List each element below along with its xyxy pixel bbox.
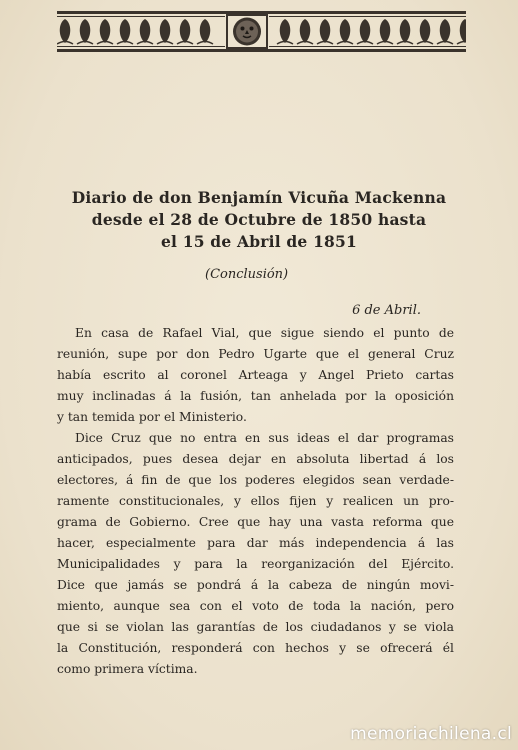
entry-date: 6 de Abril. — [352, 303, 421, 318]
text-line: que si se violan las garantías de los ciudadanos y se viola — [57, 620, 454, 634]
ornament-graphic — [57, 10, 466, 54]
text-line: muy inclinadas á la fusión, tan anhelada por la oposición — [57, 389, 454, 403]
palmette-ornament — [120, 19, 131, 43]
title-line-1: Diario de don Benjamín Vicuña Mackenna — [71, 188, 447, 207]
palmette-ornament — [300, 19, 311, 43]
palmette-ornament — [400, 19, 411, 43]
watermark-logo: memoriachilena.cl — [350, 724, 512, 744]
palmette-scroll — [457, 42, 466, 45]
palmette-ornament — [320, 19, 331, 43]
title-line-2: desde el 28 de Octubre de 1850 hasta — [91, 210, 427, 229]
text-line: ramente constitucionales, y ellos fijen y realicen un pro- — [57, 494, 454, 508]
palmette-ornament — [80, 19, 91, 43]
paragraph-1 — [57, 323, 454, 428]
palmette-ornament — [420, 19, 431, 43]
palmette-ornament — [280, 19, 291, 43]
palmette-ornament — [340, 19, 351, 43]
text-line: reunión, supe por don Pedro Ugarte que el general Cruz — [57, 347, 454, 361]
text-line: Dice Cruz que no entra en sus ideas el dar programas — [75, 431, 454, 445]
palmette-ornament — [180, 19, 191, 43]
palmette-ornament — [460, 19, 466, 43]
palmette-ornament — [380, 19, 391, 43]
palmette-ornament — [140, 19, 151, 43]
palmette-ornament — [360, 19, 371, 43]
text-line: Municipalidades y para la reorganización del Ejército. — [57, 557, 454, 571]
title-line-3: el 15 de Abril de 1851 — [160, 232, 358, 251]
text-line: como primera víctima. — [57, 662, 198, 676]
text-line: En casa de Rafael Vial, que sigue siendo el punto de — [75, 326, 454, 340]
palmette-ornament — [60, 19, 71, 43]
palmette-ornament — [200, 19, 211, 43]
text-line: miento, aunque sea con el voto de toda la nación, pero — [57, 599, 454, 613]
palmette-ornament — [160, 19, 171, 43]
ornamental-headband — [57, 10, 466, 54]
text-line: había escrito al coronel Arteaga y Angel Prieto cartas — [57, 368, 454, 382]
paragraph-2 — [57, 428, 454, 680]
subtitle: (Conclusión) — [205, 267, 289, 282]
text-line: anticipados, pues desea dejar en absoluta libertad á los — [57, 452, 454, 466]
text-line: hacer, especialmente para dar más independencia á las — [57, 536, 454, 550]
text-line: y tan temida por el Ministerio. — [57, 410, 247, 424]
text-line: electores, á fin de que los poderes elegidos sean verdade- — [57, 473, 454, 487]
palmette-ornament — [100, 19, 111, 43]
palmette-ornament — [440, 19, 451, 43]
text-line: Dice que jamás se pondrá á la cabeza de ningún movi- — [57, 578, 454, 592]
text-line: la Constitución, responderá con hechos y se ofrecerá él — [57, 641, 454, 655]
text-line: grama de Gobierno. Cree que hay una vasta reforma que — [57, 515, 454, 529]
